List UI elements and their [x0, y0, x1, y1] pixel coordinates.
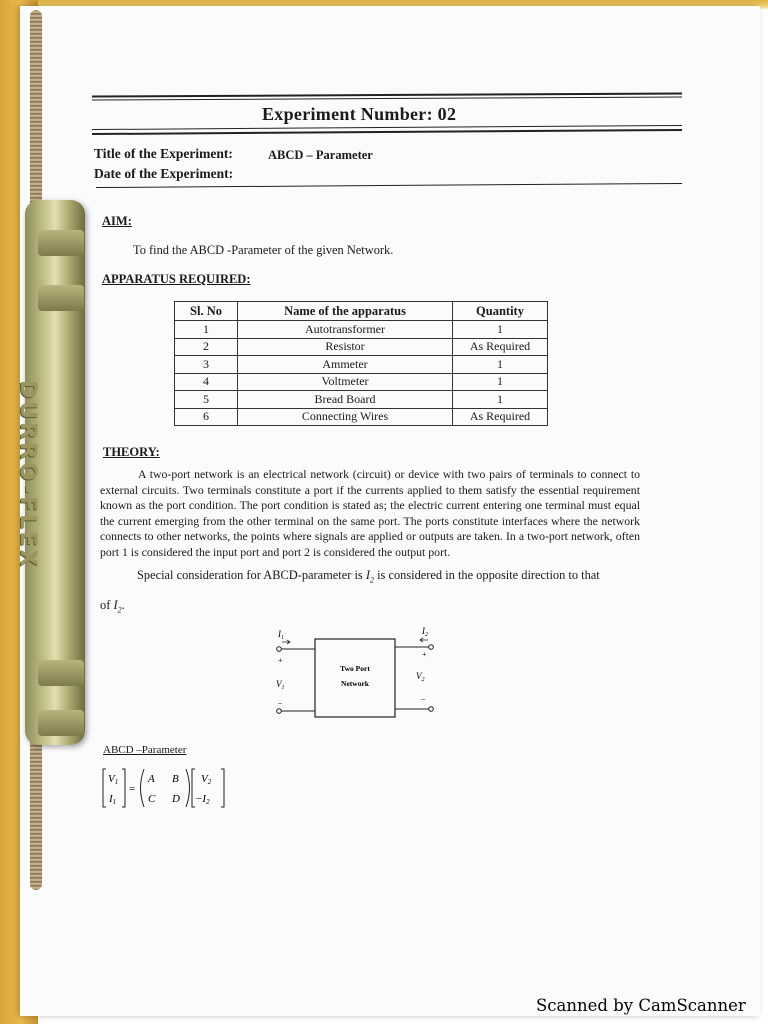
two-port-network-diagram — [268, 625, 443, 720]
i2-label: $I_2$ — [422, 626, 428, 638]
clip-tab-bottom — [38, 710, 84, 736]
special-rest: is considered in the opposite direction to that — [377, 568, 600, 582]
v2-label: $V_2$ — [416, 671, 425, 683]
table-cell: 4 — [175, 373, 238, 391]
clip-tab-top — [38, 230, 84, 256]
clip-tab-lower — [38, 660, 84, 686]
port1-minus: – — [278, 698, 282, 707]
v1-label: $V_1$ — [276, 679, 285, 691]
clip-tab-upper — [38, 285, 84, 311]
special-sub: 2 — [369, 575, 374, 585]
table-cell: 1 — [453, 356, 548, 374]
matrix-a: A — [148, 773, 155, 785]
paren-left — [141, 769, 145, 807]
terminal-2-top — [429, 645, 434, 650]
table-cell: 1 — [453, 321, 548, 339]
abcd-matrix-equation — [100, 765, 230, 813]
matrix-c: C — [148, 793, 156, 805]
table-cell: 1 — [453, 373, 548, 391]
of-text: of — [100, 598, 111, 612]
paren-right — [186, 769, 190, 807]
theory-paragraph — [100, 467, 640, 561]
network-label-line1: Two Port — [340, 664, 370, 673]
page-title: Experiment Number: 02 — [262, 104, 457, 124]
of-end: . — [121, 598, 125, 612]
terminal-1-top — [277, 647, 282, 652]
table-cell: 3 — [175, 356, 238, 374]
title-label: Title of the Experiment: — [94, 146, 233, 161]
table-cell: 1 — [453, 391, 548, 409]
port1-plus: + — [278, 656, 283, 665]
table-cell: As Required — [453, 338, 548, 356]
rhs-bottom: −I2 — [195, 793, 210, 806]
of-sub: 2 — [117, 605, 122, 615]
equals-sign: = — [129, 783, 136, 795]
column-header: Quantity — [453, 302, 548, 321]
table-row — [175, 338, 548, 356]
table-cell: Connecting Wires — [238, 408, 453, 426]
table-row — [175, 321, 548, 339]
special-text: Special consideration for ABCD-parameter is — [137, 568, 363, 582]
lhs-bracket-left — [103, 769, 106, 807]
table-cell: 2 — [175, 338, 238, 356]
table-cell: Voltmeter — [238, 373, 453, 391]
lhs-top: V1 — [108, 773, 119, 786]
network-box — [315, 639, 395, 717]
table-row — [175, 356, 548, 374]
table-row — [175, 408, 548, 426]
date-label: Date of the Experiment: — [94, 166, 234, 181]
i1-label: $I_1$ — [278, 629, 284, 641]
table-cell: 6 — [175, 408, 238, 426]
formula-heading: ABCD –Parameter — [103, 744, 187, 756]
lhs-bottom: I1 — [109, 793, 117, 806]
special-consideration-end — [100, 598, 125, 614]
table-row — [175, 391, 548, 409]
apparatus-table — [174, 301, 548, 426]
aim-text: To find the ABCD -Parameter of the given Network. — [133, 243, 394, 257]
table-cell: Bread Board — [238, 391, 453, 409]
rhs-bracket-right — [221, 769, 224, 807]
port2-plus: + — [422, 650, 427, 659]
matrix-b: B — [172, 773, 179, 785]
binder-brand-logo: DURRO-FLEX — [15, 380, 40, 570]
table-row — [175, 373, 548, 391]
terminal-1-bottom — [277, 709, 282, 714]
lhs-bracket-right — [122, 769, 125, 807]
special-var: I — [365, 568, 370, 582]
special-consideration — [137, 568, 600, 584]
table-cell: Ammeter — [238, 356, 453, 374]
aim-heading: AIM: — [102, 214, 132, 228]
terminal-2-bottom — [429, 707, 434, 712]
column-header: Name of the apparatus — [238, 302, 453, 321]
theory-heading: THEORY: — [103, 445, 160, 459]
table-cell: 1 — [175, 321, 238, 339]
table-cell: Autotransformer — [238, 321, 453, 339]
table-header-row — [175, 302, 548, 321]
i2-arrow-icon — [420, 638, 428, 642]
table-cell: Resistor — [238, 338, 453, 356]
of-var: I — [113, 598, 118, 612]
apparatus-heading: APPARATUS REQUIRED: — [102, 272, 251, 286]
title-value: ABCD – Parameter — [268, 148, 373, 162]
rhs-top: V2 — [201, 773, 212, 786]
table-cell: As Required — [453, 408, 548, 426]
table-cell: 5 — [175, 391, 238, 409]
matrix-d: D — [172, 793, 180, 805]
column-header: Sl. No — [175, 302, 238, 321]
network-label-line2: Network — [341, 679, 369, 688]
theory-text: A two-port network is an electrical network (circuit) or device with two pairs of terminals to connect to external circuits. Two terminals constitute a port if the currents applied to them satisfy the essential requirement known as the port condition. The port condition is stated as; the electric current entering one terminal must equal the current emerging from the other terminal on the same port. The ports constitute interfaces where the network connects to other networks, the points where signals are applied or outputs are taken. In a two-port network, often port 1 is considered the input port and port 2 is considered the output port. — [100, 467, 640, 559]
scanner-watermark: Scanned by CamScanner — [536, 996, 746, 1015]
port2-minus: – — [421, 694, 425, 703]
